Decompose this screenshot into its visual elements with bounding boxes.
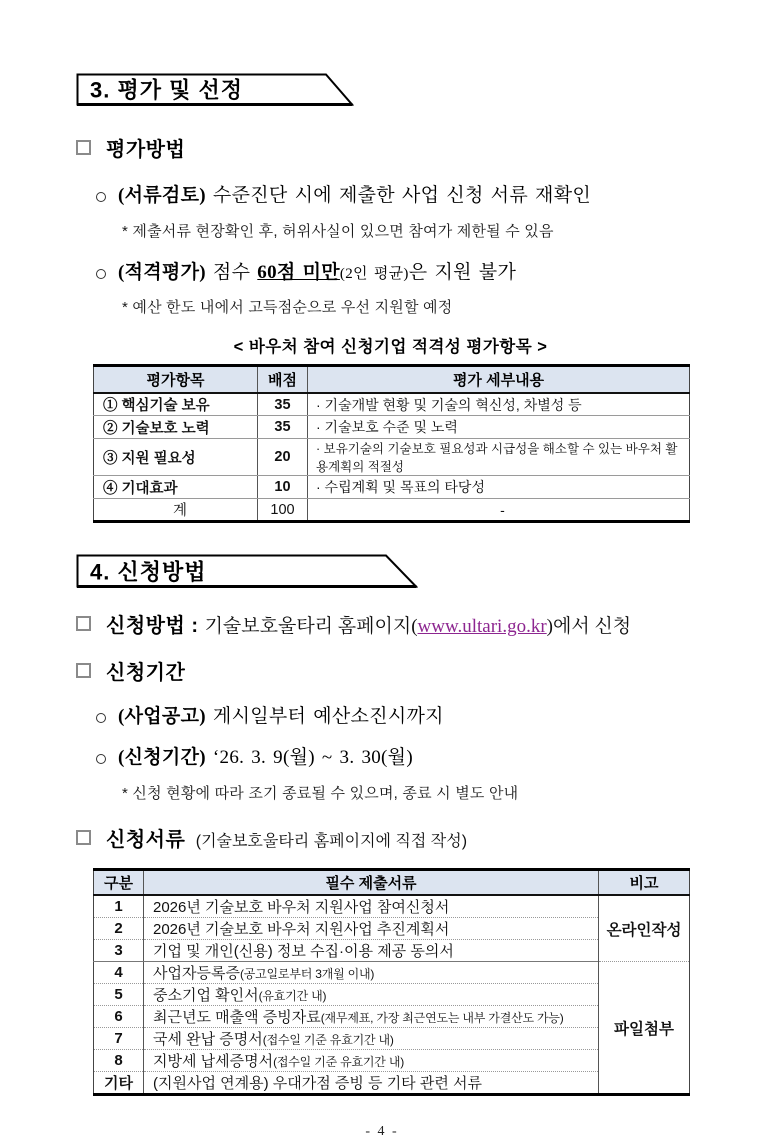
doc-name [144,1050,599,1072]
eval-detail: · 수립계획 및 목표의 타당성 [308,476,690,499]
circle-bullet-icon [96,713,106,723]
apply-method-heading: 신청방법 [106,615,186,638]
eval-header-item: 평가항목 [94,366,258,393]
doc-review-note: * 제출서류 현장확인 후, 허위사실이 있으면 참여가 제한될 수 있음 [122,222,554,240]
doc-no: 8 [94,1050,144,1072]
remark-file: 파일첨부 [599,962,690,1095]
doc-no: 4 [94,962,144,984]
apply-docs-heading-label: 신청서류 [106,828,186,851]
section-4-banner [76,554,688,589]
docs-header-remark: 비고 [599,869,690,895]
circle-bullet-icon [96,754,106,764]
docs-header-no: 구분 [94,869,144,895]
doc-name [144,918,599,940]
circle-bullet-icon [96,192,106,202]
doc-name-sub: (공고일로부터 3개월 이내) [239,967,375,982]
doc-name-sub: (접수일 기준 유효기간 내) [262,1033,394,1048]
doc-name [144,1072,599,1095]
doc-name-main: 2026년 기술보호 바우처 지원사업 참여신청서 [153,899,450,917]
apply-method-separator: : [185,615,205,638]
eval-score: 20 [258,439,308,476]
ultari-homepage-link[interactable]: www.ultari.go.kr [417,616,547,638]
score-eval-text [118,261,516,286]
doc-review-text [118,184,591,209]
doc-name [144,1028,599,1050]
doc-no: 기타 [104,1075,133,1093]
eval-table-caption: < 바우처 참여 신청기업 적격성 평가항목 > [233,338,548,357]
score-eval-note: * 예산 한도 내에서 고득점순으로 우선 지원할 예정 [122,299,453,317]
table-row [94,895,690,918]
table-row [94,439,690,476]
table-row [94,962,690,984]
doc-no: 7 [94,1028,144,1050]
eval-header-score: 배점 [258,366,308,393]
checkbox-icon [76,616,91,631]
apply-period-heading-label: 신청기간 [106,662,186,685]
apply-method-line [76,609,688,638]
period-text [118,746,413,771]
eval-criteria-table [93,364,690,523]
doc-review-body: 수준진단 시에 제출한 사업 신청 서류 재확인 [205,185,591,206]
apply-docs-heading [76,823,688,852]
doc-name-main: 2026년 기술보호 바우처 지원사업 추진계획서 [153,921,450,939]
eval-score: 35 [258,416,308,439]
period-bullet [96,746,688,771]
doc-name-main: 지방세 납세증명서 [153,1053,274,1071]
period-note: * 신청 현황에 따라 조기 종료될 수 있으며, 종료 시 별도 안내 [122,784,519,802]
eval-score: 35 [258,393,308,416]
checkbox-icon [76,830,91,845]
eval-total-score: 100 [258,499,308,522]
doc-name [144,1006,599,1028]
doc-name-main: 사업자등록증 [153,965,240,983]
eval-item: ② 기술보호 노력 [94,416,258,439]
doc-name-main: (지원사업 연계용) 우대가점 증빙 등 기타 관련 서류 [153,1075,482,1093]
checkbox-icon [76,663,91,678]
page-number: - 4 - [365,1124,399,1140]
score-eval-label: (적격평가) [118,261,206,283]
eval-item: ③ 지원 필요성 [94,439,258,476]
apply-method-post: )에서 신청 [546,616,632,638]
remark-online: 온라인작성 [599,895,690,962]
eval-score: 10 [258,476,308,499]
period-body: ‘26. 3. 9(월) ~ 3. 30(월) [205,747,413,769]
doc-name-main: 최근년도 매출액 증빙자료 [153,1009,321,1027]
docs-header-doc: 필수 제출서류 [144,869,599,895]
apply-docs-heading-suffix: (기술보호울타리 홈페이지에 직접 작성) [195,832,468,850]
required-docs-table [93,868,690,1097]
doc-name-main: 국세 완납 증명서 [153,1031,263,1049]
doc-name-main: 기업 및 개인(신용) 정보 수집·이용 제공 동의서 [153,943,454,961]
eval-item: ① 핵심기술 보유 [94,393,258,416]
section-3-banner [76,73,688,107]
doc-no: 3 [94,940,144,962]
period-label: (신청기간) [118,747,206,769]
eval-item: ④ 기대효과 [94,476,258,499]
doc-no: 2 [94,918,144,940]
doc-no: 5 [94,984,144,1006]
eval-table-header-row [94,366,690,393]
doc-name [144,962,599,984]
section-4-title: 4. 신청방법 [90,559,207,585]
apply-method-pre: 기술보호울타리 홈페이지( [204,616,418,638]
eval-detail: · 보유기술의 기술보호 필요성과 시급성을 해소할 수 있는 바우처 활용계획의 적절성 [308,439,690,476]
doc-review-label: (서류검토) [118,185,206,206]
doc-name [144,940,599,962]
eval-detail: · 기술개발 현황 및 기술의 혁신성, 차별성 등 [308,393,690,416]
eval-total-detail: - [308,499,690,522]
notice-body: 게시일부터 예산소진시까지 [205,706,444,728]
checkbox-icon [76,140,91,155]
notice-text [118,705,444,730]
table-row [94,416,690,439]
section-3-title: 3. 평가 및 선정 [90,77,243,103]
notice-bullet [96,705,688,730]
score-eval-bullet [96,261,688,286]
doc-name-sub: (재무제표, 가장 최근연도는 내부 가결산도 가능) [320,1011,564,1026]
score-paren: (2인 평균) [339,265,409,282]
doc-review-bullet [96,184,688,209]
eval-total-label: 계 [172,503,187,520]
table-row [94,393,690,416]
apply-docs-heading-text [106,823,467,852]
notice-label: (사업공고) [118,706,206,728]
doc-name [144,984,599,1006]
score-eval-pre: 점수 [205,261,258,283]
doc-name [144,895,599,918]
doc-name-sub: (유효기간 내) [258,989,327,1004]
doc-name-main: 중소기업 확인서 [153,987,259,1005]
docs-table-header-row [94,869,690,895]
eval-method-heading [76,133,688,162]
apply-period-heading [76,656,688,685]
table-row [94,476,690,499]
eval-header-detail: 평가 세부내용 [308,366,690,393]
doc-name-sub: (접수일 기준 유효기간 내) [273,1055,405,1070]
circle-bullet-icon [96,269,106,279]
doc-no: 6 [94,1006,144,1028]
apply-method-text [106,609,631,638]
eval-detail: · 기술보호 수준 및 노력 [308,416,690,439]
score-eval-post: 은 지원 불가 [408,261,517,283]
score-threshold: 60점 미만 [257,261,340,283]
table-row-total [94,499,690,522]
eval-method-heading-label: 평가방법 [106,139,186,161]
doc-no: 1 [94,895,144,918]
